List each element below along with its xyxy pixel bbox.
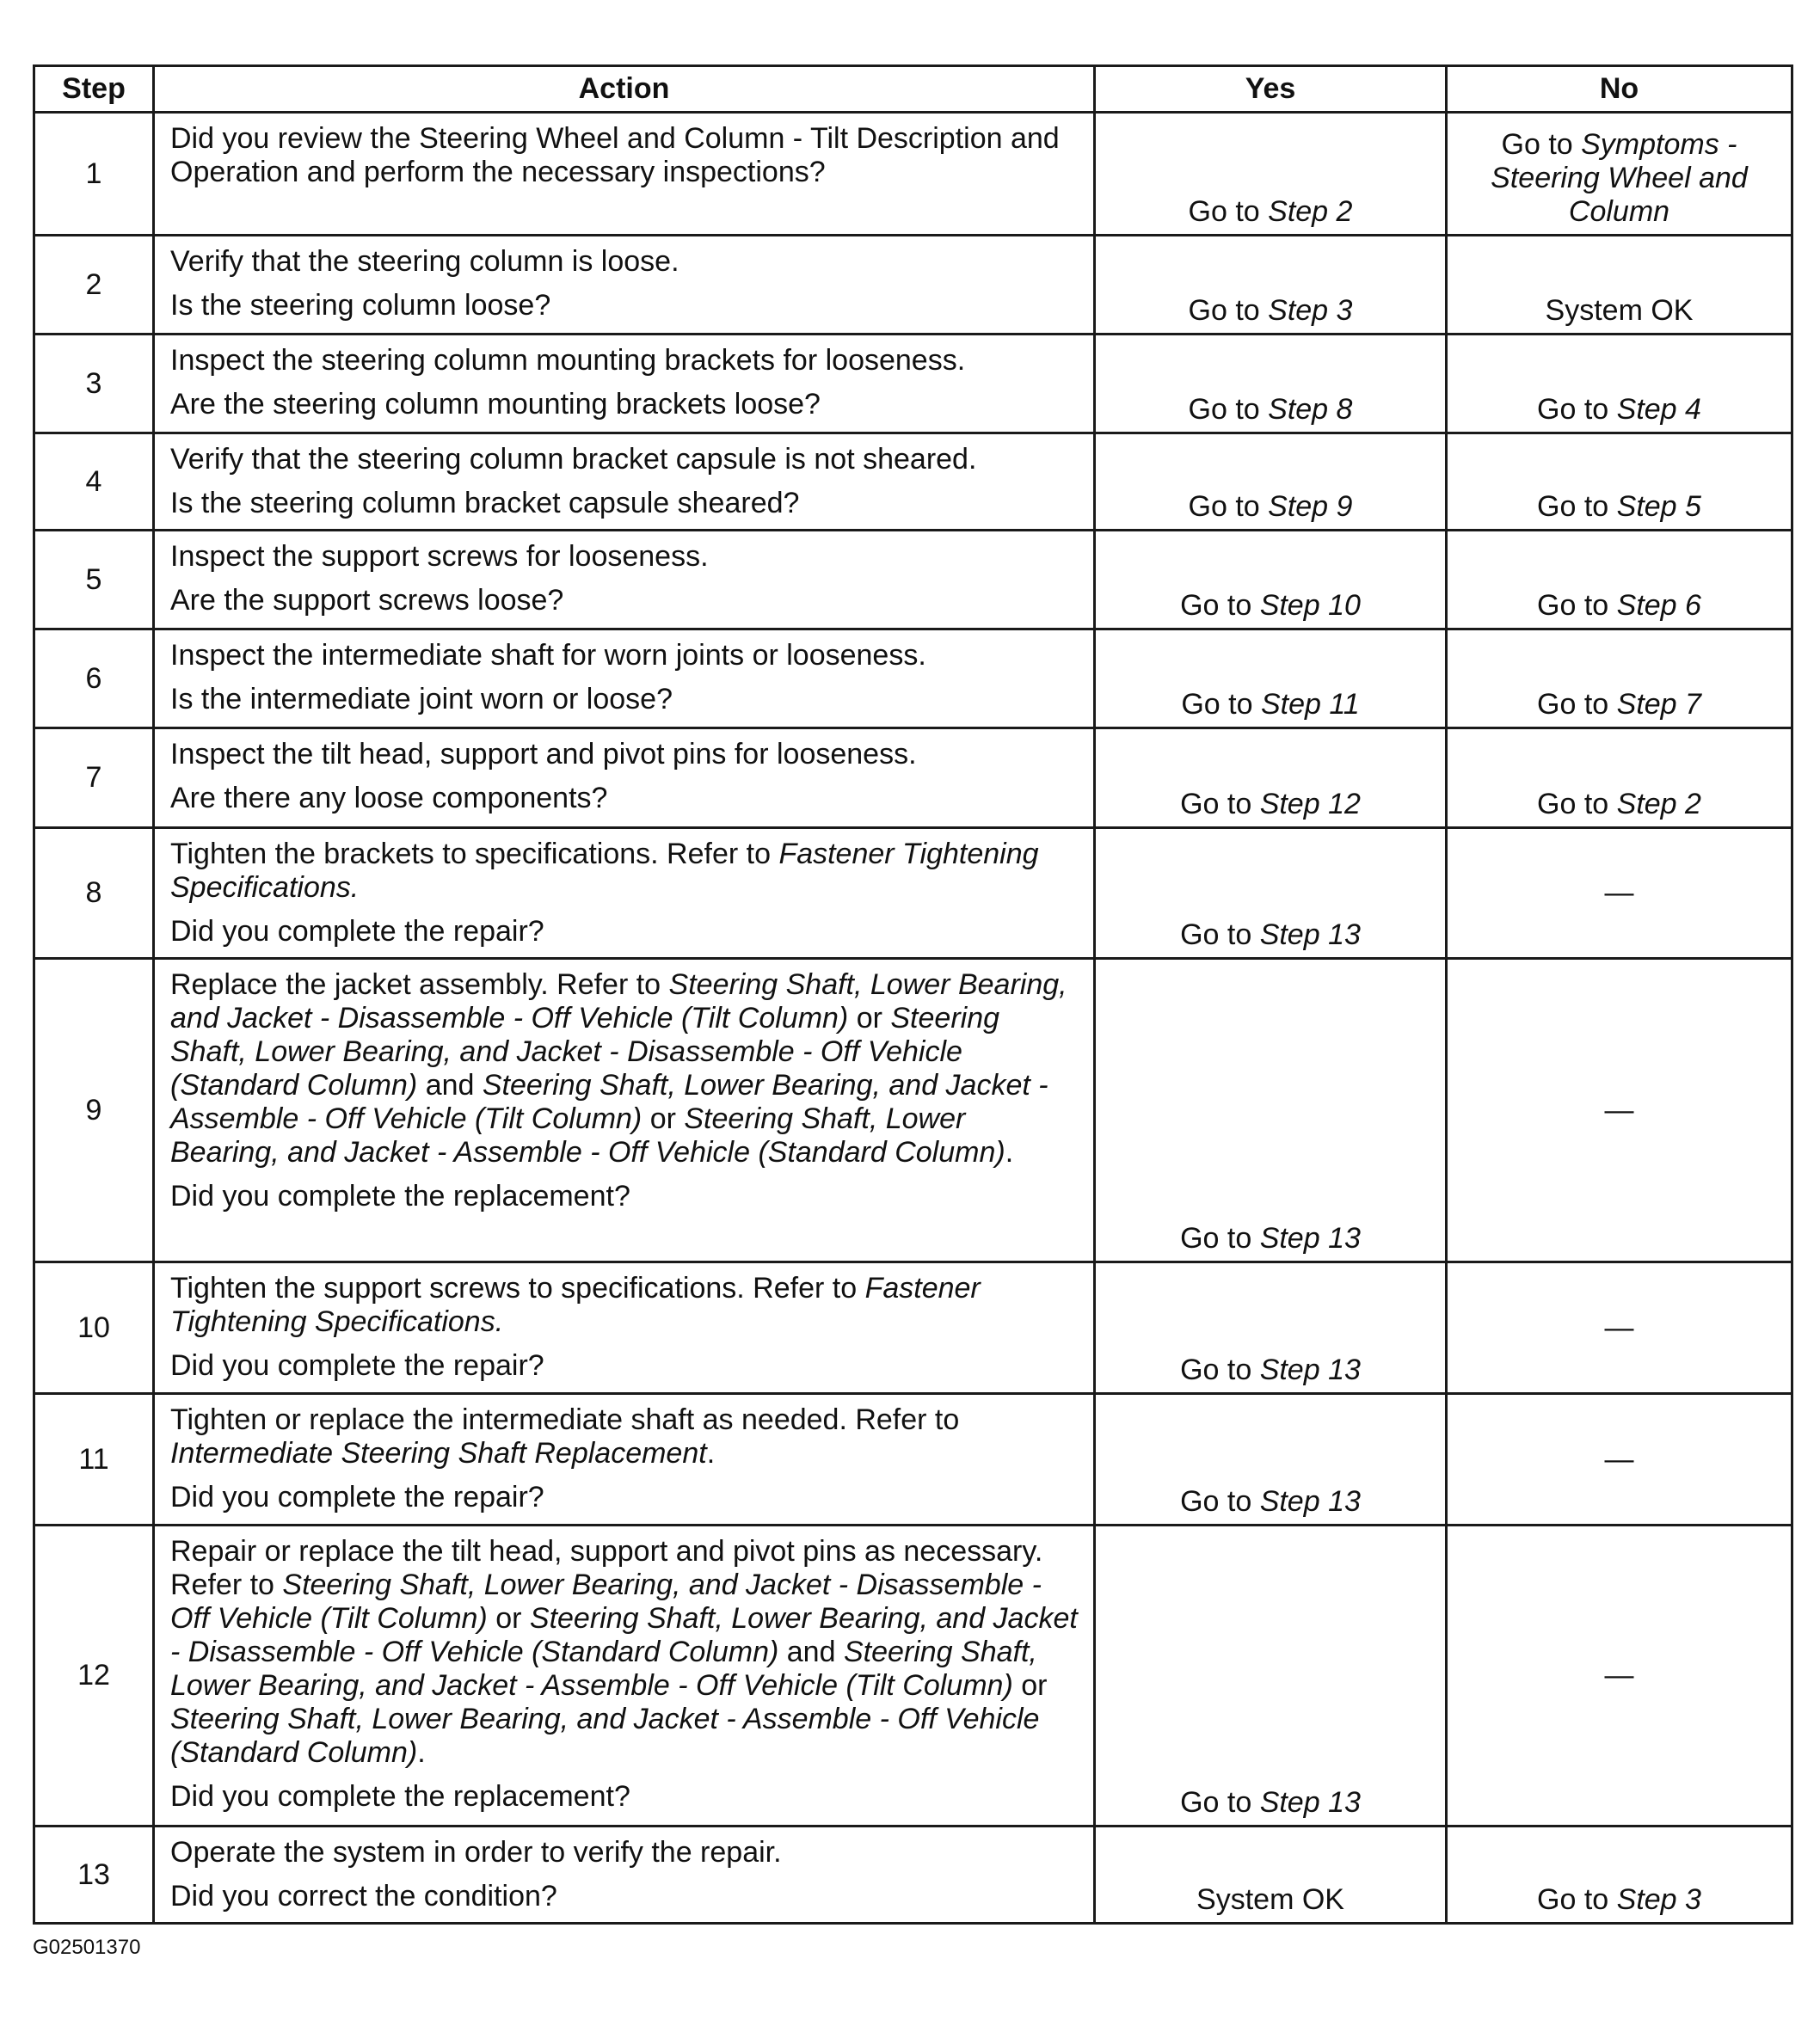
- text-segment: or: [1012, 1669, 1048, 1702]
- reference-text: Step 13: [1259, 1222, 1361, 1255]
- no-cell: [1447, 433, 1792, 531]
- reference-text: Steering Shaft, Lower Bearing, and Jacket - Assemble - Off Vehicle (Standard Column): [170, 1703, 1040, 1769]
- text-segment: and: [778, 1636, 844, 1668]
- action-cell: [154, 1394, 1095, 1526]
- table-row: [34, 828, 1792, 959]
- step-number: 9: [34, 959, 154, 1262]
- reference-text: Intermediate Steering Shaft Replacement: [170, 1437, 707, 1470]
- action-paragraph: [170, 1780, 1081, 1814]
- text-segment: Did you review the Steering Wheel and Column - Tilt Description and Operation and perform the necessary inspections?: [170, 122, 1060, 188]
- yes-cell: [1095, 1526, 1447, 1827]
- reference-text: Steering Shaft, Lower Bearing, and Jacket - Assemble - Off Vehicle (Standard Column): [170, 1102, 1005, 1169]
- text-segment: Operate the system in order to verify the repair.: [170, 1836, 782, 1869]
- header-yes: Yes: [1095, 66, 1447, 113]
- yes-cell: [1095, 1262, 1447, 1394]
- no-cell: [1447, 531, 1792, 629]
- reference-text: Step 3: [1268, 294, 1353, 327]
- action-paragraph: [170, 1535, 1081, 1770]
- text-segment: Is the steering column loose?: [170, 289, 551, 322]
- action-paragraph: [170, 782, 1081, 815]
- action-cell: [154, 1827, 1095, 1924]
- step-number: 3: [34, 335, 154, 433]
- reference-text: Step 3: [1616, 1883, 1701, 1916]
- no-cell: [1447, 828, 1792, 959]
- text-segment: Are the steering column mounting brackets loose?: [170, 388, 821, 421]
- step-number: 12: [34, 1526, 154, 1827]
- text-segment: Tighten the support screws to specifications. Refer to: [170, 1272, 865, 1305]
- action-paragraph: [170, 1481, 1081, 1514]
- no-cell: [1447, 236, 1792, 335]
- reference-text: Step 5: [1616, 490, 1701, 523]
- text-segment: Is the intermediate joint worn or loose?: [170, 683, 673, 715]
- text-segment: System OK: [1196, 1883, 1344, 1916]
- action-paragraph: [170, 584, 1081, 617]
- reference-text: Step 13: [1259, 1786, 1361, 1819]
- header-row: [34, 66, 1792, 113]
- text-segment: Did you complete the replacement?: [170, 1180, 630, 1213]
- action-paragraph: [170, 1880, 1081, 1913]
- text-segment: Are the support screws loose?: [170, 584, 564, 617]
- action-paragraph: [170, 388, 1081, 421]
- table-row: [34, 113, 1792, 236]
- text-segment: —: [1604, 876, 1634, 909]
- text-segment: Repair or replace the tilt head, support and pivot pins as necessary. Refer to: [170, 1535, 1043, 1601]
- yes-cell: [1095, 335, 1447, 433]
- no-cell: [1447, 1827, 1792, 1924]
- yes-cell: [1095, 1394, 1447, 1526]
- action-cell: [154, 236, 1095, 335]
- text-segment: Did you correct the condition?: [170, 1880, 557, 1913]
- action-cell: [154, 1262, 1095, 1394]
- reference-text: Steering Shaft, Lower Bearing, and Jacket - Assemble - Off Vehicle (Tilt Column): [170, 1069, 1048, 1135]
- reference-text: Step 13: [1259, 918, 1361, 951]
- action-paragraph: [170, 738, 1081, 771]
- text-segment: Go to: [1501, 128, 1582, 161]
- text-segment: Go to: [1537, 393, 1617, 426]
- action-cell: [154, 959, 1095, 1262]
- step-number: 6: [34, 629, 154, 728]
- text-segment: Go to: [1188, 195, 1269, 228]
- action-paragraph: [170, 915, 1081, 949]
- text-segment: Go to: [1537, 788, 1617, 820]
- text-segment: .: [706, 1437, 716, 1470]
- text-segment: Did you complete the repair?: [170, 1349, 544, 1382]
- action-paragraph: [170, 1403, 1081, 1470]
- table-row: [34, 1394, 1792, 1526]
- text-segment: and: [417, 1069, 483, 1102]
- action-cell: [154, 1526, 1095, 1827]
- reference-text: Fastener Tightening Specifications.: [170, 1272, 981, 1338]
- action-cell: [154, 629, 1095, 728]
- no-cell: [1447, 959, 1792, 1262]
- text-segment: Did you complete the repair?: [170, 915, 544, 948]
- text-segment: Inspect the tilt head, support and pivot pins for looseness.: [170, 738, 917, 771]
- text-segment: Go to: [1537, 688, 1617, 721]
- reference-text: Step 8: [1268, 393, 1353, 426]
- text-segment: Go to: [1180, 1222, 1260, 1255]
- reference-text: Step 13: [1259, 1354, 1361, 1386]
- text-segment: Go to: [1180, 1354, 1260, 1386]
- reference-text: Step 13: [1259, 1485, 1361, 1518]
- text-segment: or: [848, 1002, 891, 1035]
- yes-cell: [1095, 629, 1447, 728]
- text-segment: or: [642, 1102, 685, 1135]
- reference-text: Step 4: [1616, 393, 1701, 426]
- header-step: Step: [34, 66, 154, 113]
- text-segment: Go to: [1180, 589, 1260, 622]
- action-paragraph: [170, 1836, 1081, 1870]
- table-row: [34, 1526, 1792, 1827]
- text-segment: Go to: [1180, 1786, 1260, 1819]
- action-cell: [154, 728, 1095, 828]
- header-action: Action: [154, 66, 1095, 113]
- text-segment: —: [1604, 1659, 1634, 1692]
- text-segment: Is the steering column bracket capsule sheared?: [170, 487, 800, 519]
- no-cell: [1447, 335, 1792, 433]
- text-segment: Go to: [1180, 918, 1260, 951]
- text-segment: Go to: [1188, 393, 1269, 426]
- yes-cell: [1095, 531, 1447, 629]
- action-cell: [154, 113, 1095, 236]
- text-segment: Inspect the steering column mounting brackets for looseness.: [170, 344, 966, 377]
- text-segment: Inspect the intermediate shaft for worn joints or looseness.: [170, 639, 926, 672]
- yes-cell: [1095, 828, 1447, 959]
- table-row: [34, 531, 1792, 629]
- text-segment: —: [1604, 1311, 1634, 1344]
- reference-text: Step 12: [1259, 788, 1361, 820]
- action-paragraph: [170, 1272, 1081, 1339]
- yes-cell: [1095, 728, 1447, 828]
- table-row: [34, 629, 1792, 728]
- table-row: [34, 236, 1792, 335]
- reference-text: Step 6: [1616, 589, 1701, 622]
- no-cell: [1447, 629, 1792, 728]
- reference-text: Step 10: [1259, 589, 1361, 622]
- reference-text: Steering Shaft, Lower Bearing, and Jacket - Disassemble - Off Vehicle (Standard Column): [170, 1002, 1000, 1102]
- table-row: [34, 433, 1792, 531]
- table-row: [34, 959, 1792, 1262]
- step-number: 7: [34, 728, 154, 828]
- yes-cell: [1095, 236, 1447, 335]
- yes-cell: [1095, 113, 1447, 236]
- step-number: 11: [34, 1394, 154, 1526]
- text-segment: Go to: [1180, 1485, 1260, 1518]
- text-segment: .: [417, 1736, 426, 1769]
- text-segment: Tighten the brackets to specifications. Refer to: [170, 838, 779, 870]
- action-paragraph: [170, 1349, 1081, 1383]
- action-paragraph: [170, 639, 1081, 672]
- action-paragraph: [170, 344, 1081, 378]
- yes-cell: [1095, 1827, 1447, 1924]
- text-segment: Go to: [1537, 490, 1617, 523]
- step-number: 10: [34, 1262, 154, 1394]
- table-row: [34, 728, 1792, 828]
- table-row: [34, 335, 1792, 433]
- step-number: 5: [34, 531, 154, 629]
- text-segment: —: [1604, 1093, 1634, 1127]
- text-segment: Go to: [1537, 1883, 1617, 1916]
- action-cell: [154, 335, 1095, 433]
- yes-cell: [1095, 959, 1447, 1262]
- action-paragraph: [170, 122, 1081, 189]
- text-segment: Go to: [1188, 490, 1269, 523]
- table-row: [34, 1827, 1792, 1924]
- text-segment: Did you complete the repair?: [170, 1481, 544, 1513]
- reference-text: Step 11: [1260, 688, 1360, 721]
- text-segment: Go to: [1180, 788, 1260, 820]
- text-segment: Verify that the steering column bracket capsule is not sheared.: [170, 443, 977, 476]
- reference-text: Steering Shaft, Lower Bearing, and Jacket - Disassemble - Off Vehicle (Tilt Column): [170, 1569, 1042, 1635]
- text-segment: .: [1005, 1136, 1014, 1169]
- header-no: No: [1447, 66, 1792, 113]
- action-paragraph: [170, 443, 1081, 476]
- reference-text: Steering Shaft, Lower Bearing, and Jacket - Disassemble - Off Vehicle (Tilt Column): [170, 968, 1067, 1035]
- text-segment: Are there any loose components?: [170, 782, 608, 814]
- reference-text: Symptoms - Steering Wheel and Column: [1491, 128, 1748, 228]
- action-paragraph: [170, 487, 1081, 520]
- text-segment: Replace the jacket assembly. Refer to: [170, 968, 669, 1001]
- reference-text: Steering Shaft, Lower Bearing, and Jacket - Disassemble - Off Vehicle (Standard Column): [170, 1602, 1078, 1668]
- action-paragraph: [170, 683, 1081, 716]
- reference-text: Fastener Tightening Specifications.: [170, 838, 1039, 904]
- text-segment: System OK: [1545, 294, 1694, 327]
- text-segment: Tighten or replace the intermediate shaft as needed. Refer to: [170, 1403, 960, 1436]
- text-segment: or: [487, 1602, 530, 1635]
- step-number: 1: [34, 113, 154, 236]
- table-row: [34, 1262, 1792, 1394]
- yes-cell: [1095, 433, 1447, 531]
- no-cell: [1447, 1262, 1792, 1394]
- reference-text: Step 2: [1268, 195, 1353, 228]
- action-cell: [154, 531, 1095, 629]
- action-paragraph: [170, 838, 1081, 905]
- table-body: [34, 113, 1792, 1924]
- text-segment: Did you complete the replacement?: [170, 1780, 630, 1813]
- action-cell: [154, 828, 1095, 959]
- text-segment: Go to: [1537, 589, 1617, 622]
- action-paragraph: [170, 1180, 1081, 1213]
- text-segment: Inspect the support screws for looseness.: [170, 540, 709, 573]
- no-cell: [1447, 1526, 1792, 1827]
- step-number: 13: [34, 1827, 154, 1924]
- action-paragraph: [170, 245, 1081, 279]
- reference-text: Step 7: [1616, 688, 1701, 721]
- step-number: 2: [34, 236, 154, 335]
- action-paragraph: [170, 968, 1081, 1170]
- step-number: 4: [34, 433, 154, 531]
- reference-text: Step 9: [1268, 490, 1353, 523]
- no-cell: [1447, 728, 1792, 828]
- action-paragraph: [170, 540, 1081, 574]
- text-segment: Go to: [1188, 294, 1269, 327]
- action-cell: [154, 433, 1095, 531]
- no-cell: [1447, 113, 1792, 236]
- action-paragraph: [170, 289, 1081, 322]
- reference-text: Step 2: [1616, 788, 1701, 820]
- text-segment: —: [1604, 1442, 1634, 1476]
- text-segment: Go to: [1181, 688, 1261, 721]
- step-number: 8: [34, 828, 154, 959]
- reference-text: Steering Shaft, Lower Bearing, and Jacket - Assemble - Off Vehicle (Tilt Column): [170, 1636, 1037, 1702]
- no-cell: [1447, 1394, 1792, 1526]
- diagnostic-table: [33, 64, 1793, 1925]
- figure-id: G02501370: [33, 1936, 141, 1959]
- text-segment: Verify that the steering column is loose.: [170, 245, 679, 278]
